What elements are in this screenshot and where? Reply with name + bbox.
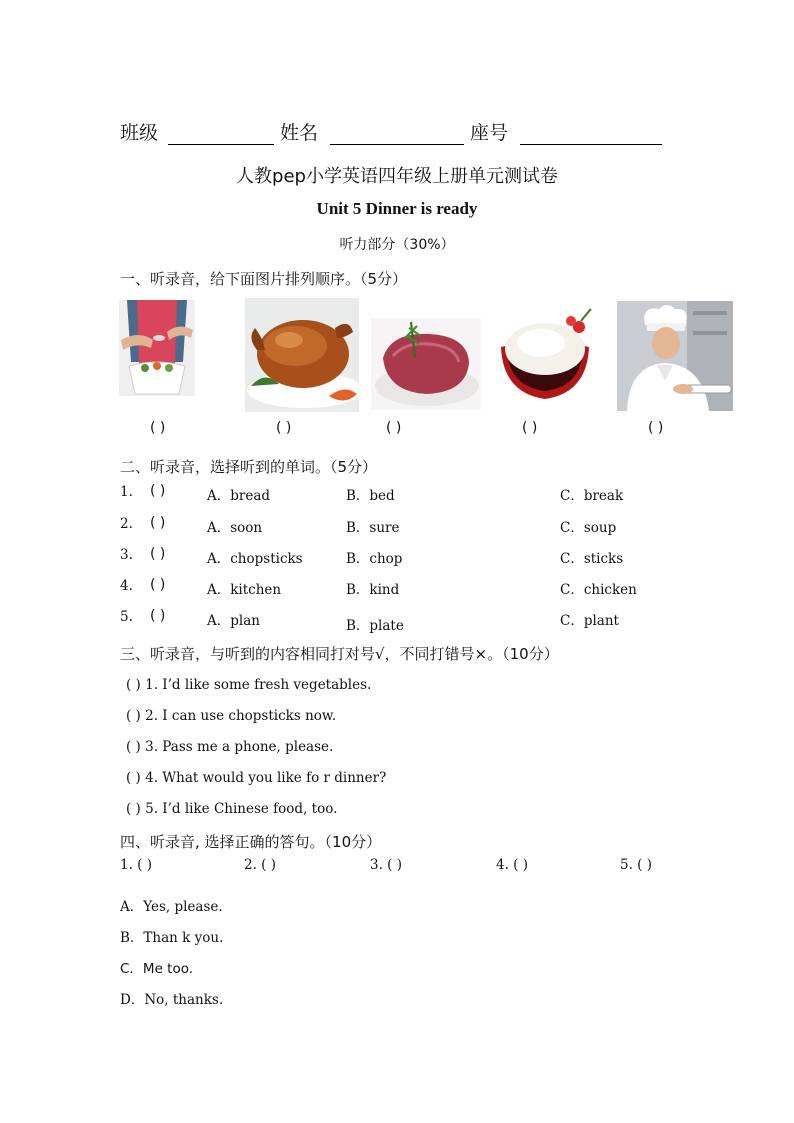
- class-field[interactable]: [168, 125, 274, 145]
- seat-field[interactable]: [520, 125, 662, 145]
- rice-bowl-icon: [497, 307, 593, 403]
- response-option-c: C．Me too.: [120, 961, 194, 977]
- response-blank-1[interactable]: 1. ( ): [120, 857, 152, 873]
- judge-item-5[interactable]: ( ) 5. I’d like Chinese food, too.: [126, 801, 338, 817]
- beef-icon: [371, 318, 481, 410]
- q-number: 4.: [120, 578, 133, 594]
- option-c: C．soup: [560, 520, 617, 536]
- response-option-d: D．No, thanks.: [120, 992, 224, 1008]
- section3-heading: 三、听录音，与听到的内容相同打对号√，不同打错号×。（10分）: [120, 645, 559, 663]
- q-number: 1.: [120, 484, 133, 500]
- q-number: 2.: [120, 516, 133, 532]
- option-a: A．kitchen: [207, 582, 282, 598]
- section2-heading: 二、听录音，选择听到的单词。（5分）: [120, 458, 378, 476]
- option-c: C．sticks: [560, 551, 624, 567]
- class-label: 班级: [120, 122, 159, 144]
- exam-title: 人教pep小学英语四年级上册单元测试卷: [236, 166, 558, 187]
- image4-blank[interactable]: ( ): [522, 420, 538, 436]
- seat-label: 座号: [470, 122, 509, 144]
- part-title: 听力部分（30%）: [339, 237, 455, 253]
- answer-blank[interactable]: ( ): [150, 608, 166, 624]
- name-field[interactable]: [330, 125, 464, 145]
- chef-icon: [617, 301, 733, 411]
- answer-blank[interactable]: ( ): [150, 546, 166, 562]
- name-label: 姓名: [280, 122, 319, 144]
- option-a: A．chopsticks: [207, 551, 303, 567]
- q-number: 5.: [120, 609, 133, 625]
- section4-heading: 四、听录音, 选择正确的答句。（10分）: [120, 833, 382, 851]
- judge-item-4[interactable]: ( ) 4. What would you like fo r dinner?: [126, 770, 387, 786]
- q-number: 3.: [120, 547, 133, 563]
- option-c: C．plant: [560, 613, 619, 629]
- image2-blank[interactable]: ( ): [276, 420, 292, 436]
- option-b: B．sure: [346, 520, 400, 536]
- option-b: B．bed: [346, 488, 395, 504]
- roast-chicken-icon: [245, 298, 359, 412]
- response-option-a: A．Yes, please.: [120, 899, 223, 915]
- option-c: C．break: [560, 488, 624, 504]
- option-a: A．bread: [207, 488, 271, 504]
- answer-blank[interactable]: ( ): [150, 577, 166, 593]
- option-b: B．kind: [346, 582, 400, 598]
- section1-heading: 一、听录音，给下面图片排列顺序。（5分）: [120, 270, 408, 288]
- judge-item-1[interactable]: ( ) 1. I’d like some fresh vegetables.: [126, 677, 372, 693]
- judge-item-3[interactable]: ( ) 3. Pass me a phone, please.: [126, 739, 334, 755]
- response-blank-3[interactable]: 3. ( ): [370, 857, 402, 873]
- response-blank-4[interactable]: 4. ( ): [496, 857, 528, 873]
- option-c: C．chicken: [560, 582, 637, 598]
- response-blank-5[interactable]: 5. ( ): [620, 857, 652, 873]
- response-option-b: B．Than k you.: [120, 930, 224, 946]
- answer-blank[interactable]: ( ): [150, 515, 166, 531]
- response-blank-2[interactable]: 2. ( ): [244, 857, 276, 873]
- option-b: B．plate: [346, 618, 404, 634]
- option-a: A．plan: [207, 613, 260, 629]
- image5-blank[interactable]: ( ): [648, 420, 664, 436]
- option-b: B．chop: [346, 551, 403, 567]
- image1-blank[interactable]: ( ): [150, 420, 166, 436]
- answer-blank[interactable]: ( ): [150, 483, 166, 499]
- person-eating-salad-icon: [119, 300, 195, 396]
- unit-title: Unit 5 Dinner is ready: [316, 199, 478, 218]
- judge-item-2[interactable]: ( ) 2. I can use chopsticks now.: [126, 708, 337, 724]
- image3-blank[interactable]: ( ): [386, 420, 402, 436]
- option-a: A．soon: [207, 520, 263, 536]
- student-info-header: [120, 118, 668, 145]
